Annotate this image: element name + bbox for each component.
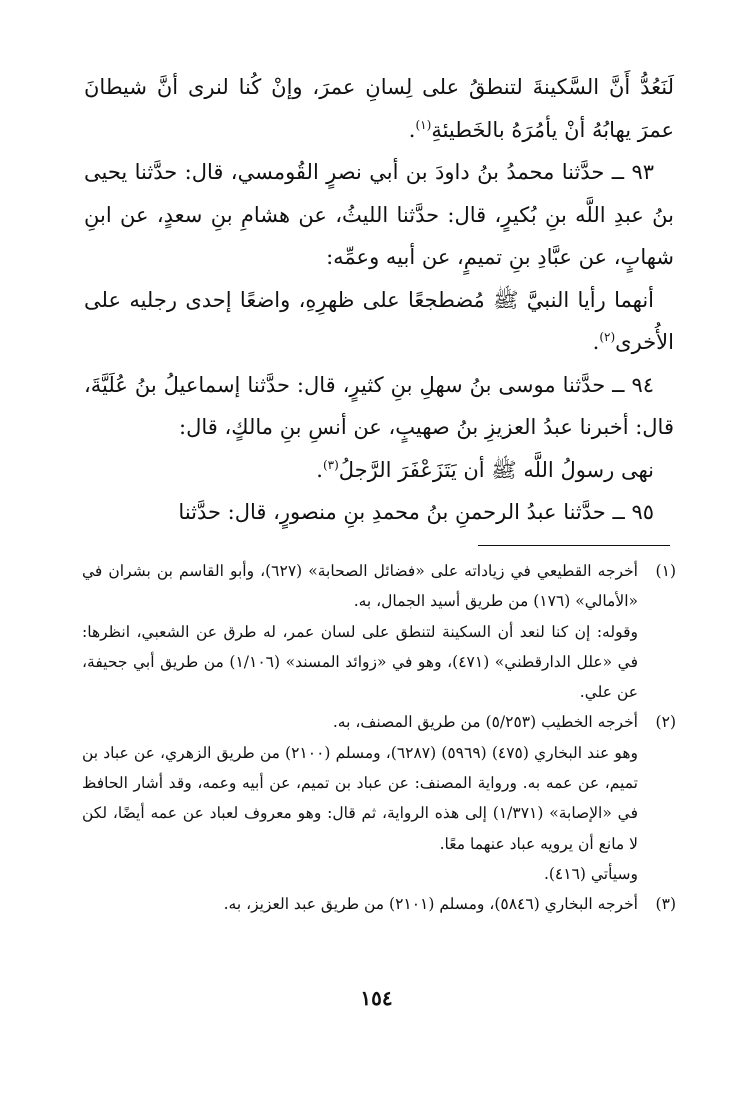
- footnote-text: أخرجه القطيعي في زياداته على «فضائل الصحابة» (٦٢٧)، وأبو القاسم بن بشران في «الأمالي» (١٧٦) من طريق أسيد الجمال، به.: [82, 562, 638, 611]
- hadith-93-matn-text: أنهما رأيا النبيَّ ﷺ مُضطجعًا على ظهرِهِ، واضعًا إحدى رجليه على الأُخرى: [84, 287, 674, 354]
- footnote-number: (٢): [655, 713, 676, 732]
- hadith-93-isnad: ٩٣ ــ حدَّثنا محمدُ بنُ داودَ بن أبي نصرٍ القُومسي، قال: حدَّثنا يحيى بنُ عبدِ اللَّه بنِ بُكيرٍ، قال: حدَّثنا الليثُ، عن هشامِ بنِ سعدٍ، عن ابنِ شهابٍ، عن عبَّادِ بنِ تميمٍ، عن أبيه وعمِّه:: [84, 160, 674, 269]
- footnote-text: وسيأتي (٤١٦).: [543, 864, 638, 883]
- footnotes: [82, 556, 676, 920]
- hadith-94-matn-text: نهى رسولُ اللَّه ﷺ أن يَتَزَعْفَرَ الرَّجلُ: [338, 457, 654, 482]
- hadith-93-matn: أنهما رأيا النبيَّ ﷺ مُضطجعًا على ظهرِهِ، واضعًا إحدى رجليه على الأُخرى$^{(٢)}$.: [84, 287, 674, 354]
- main-text: [84, 66, 674, 534]
- footnote-ref-3: (٣): [322, 457, 339, 472]
- footnote-text: أخرجه البخاري (٥٨٤٦)، ومسلم (٢١٠١) من طريق عبد العزيز، به.: [223, 895, 638, 914]
- footnote-3: [82, 889, 676, 919]
- footnote-text: وقوله: إن كنا لنعد أن السكينة لتنطق على لسان عمر، له طرق عن الشعبي، انظرها: في «علل الدارقطني» (٤٧١)، وهو في «زوائد المسند» (١/١٠٦) من طريق أبي جحيفة، عن علي.: [82, 622, 638, 702]
- footnote-ref-2: (٢): [599, 330, 616, 344]
- footnote-number: (١): [655, 562, 676, 580]
- paragraph-1-text: لَنَعُدُّ أَنَّ السَّكينةَ لتنطقُ على لِسانِ عمرَ، وإنْ كُنا لنرى أنَّ شيطانَ عمرَ يهابُهُ أنْ يأمُرَهُ بالخَطيئةِ: [84, 75, 674, 142]
- hadith-94-isnad: ٩٤ ــ حدَّثنا موسى بنُ سهلِ بنِ كثيرٍ، قال: حدَّثنا إسماعيلُ بنُ عُلَيَّةَ، قال: أخبرنا عبدُ العزيزِ بنُ صهيبٍ، عن أنسِ بنِ مالكٍ، قال:: [84, 372, 674, 439]
- footnote-1: [82, 556, 676, 707]
- footnote-2: [82, 707, 676, 889]
- footnote-text: أخرجه الخطيب (٥/٢٥٣) من طريق المصنف، به.: [332, 713, 638, 732]
- hadith-95-isnad: ٩٥ ــ حدَّثنا عبدُ الرحمنِ بنُ محمدِ بنِ منصورٍ، قال: حدَّثنا: [178, 500, 654, 524]
- page-number: ١٥٤: [360, 986, 393, 1010]
- footnote-ref-1: (١): [415, 117, 432, 132]
- footnote-text: وهو عند البخاري (٤٧٥) (٥٩٦٩) (٦٢٨٧)، ومسلم (٢١٠٠) من طريق الزهري، عن عباد بن تميم، عن عمه به. ورواية المصنف: عن عباد بن تميم، عن أبيه وعمه، وقد أشار الحافظ في «الإصابة» (١/٣٧١) إلى هذه الرواية، ثم قال: وهو معروف لعباد عن عمه أيضًا، لكن لا مانع أن يرويه عباد عنهما معًا.: [82, 743, 639, 853]
- hadith-94-matn: نهى رسولُ اللَّه ﷺ أن يَتَزَعْفَرَ الرَّجلُ$^{(٣)}$.: [316, 457, 654, 482]
- paragraph-1: لَنَعُدُّ أَنَّ السَّكينةَ لتنطقُ على لِسانِ عمرَ، وإنْ كُنا لنرى أنَّ شيطانَ عمرَ يهابُهُ أنْ يأمُرَهُ بالخَطيئةِ$^{(١)}$.: [84, 75, 674, 142]
- footnote-separator: [478, 545, 670, 546]
- footnote-number: (٣): [655, 895, 676, 914]
